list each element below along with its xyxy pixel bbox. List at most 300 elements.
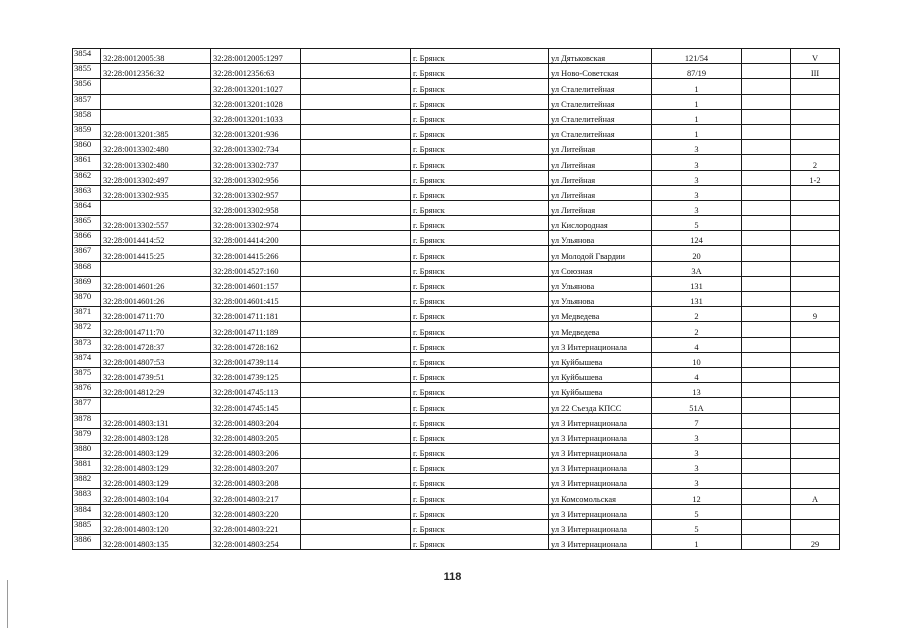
- object-cadastral-cell: 32:28:0014803:254: [211, 535, 301, 550]
- extra-designation-cell: 9: [791, 307, 840, 322]
- house-number-cell: 3: [652, 459, 742, 474]
- land-parcel-cadastral-cell: 32:28:0014803:129: [101, 443, 211, 458]
- street-cell: ул Медведева: [549, 307, 652, 322]
- land-parcel-cadastral-cell: 32:28:0012005:38: [101, 49, 211, 64]
- city-cell: г. Брянск: [411, 79, 549, 94]
- house-number-cell: 12: [652, 489, 742, 504]
- city-cell: г. Брянск: [411, 185, 549, 200]
- row-number-cell: 3886: [73, 535, 101, 550]
- land-parcel-cadastral-cell: 32:28:0014803:104: [101, 489, 211, 504]
- extra-designation-cell: [791, 383, 840, 398]
- object-cadastral-cell: 32:28:0013201:936: [211, 124, 301, 139]
- city-cell: г. Брянск: [411, 504, 549, 519]
- city-cell: г. Брянск: [411, 64, 549, 79]
- registry-body: [73, 49, 840, 550]
- table-row: [73, 474, 840, 489]
- blank-cell: [742, 216, 791, 231]
- extra-designation-cell: [791, 216, 840, 231]
- street-cell: ул Ульянова: [549, 276, 652, 291]
- city-cell: г. Брянск: [411, 140, 549, 155]
- house-number-cell: 1: [652, 124, 742, 139]
- row-number-cell: 3859: [73, 124, 101, 139]
- house-number-cell: 3: [652, 443, 742, 458]
- row-number-cell: 3877: [73, 398, 101, 413]
- blank-cell: [301, 383, 411, 398]
- table-row: [73, 124, 840, 139]
- row-number-cell: 3868: [73, 261, 101, 276]
- city-cell: г. Брянск: [411, 261, 549, 276]
- extra-designation-cell: 29: [791, 535, 840, 550]
- object-cadastral-cell: 32:28:0013201:1033: [211, 109, 301, 124]
- table-row: [73, 459, 840, 474]
- blank-cell: [301, 200, 411, 215]
- table-row: [73, 94, 840, 109]
- blank-cell: [301, 519, 411, 534]
- extra-designation-cell: [791, 292, 840, 307]
- extra-designation-cell: [791, 79, 840, 94]
- blank-cell: [301, 261, 411, 276]
- table-row: [73, 64, 840, 79]
- row-number-cell: 3860: [73, 140, 101, 155]
- city-cell: г. Брянск: [411, 216, 549, 231]
- blank-cell: [742, 140, 791, 155]
- city-cell: г. Брянск: [411, 383, 549, 398]
- land-parcel-cadastral-cell: 32:28:0014803:135: [101, 535, 211, 550]
- table-row: [73, 140, 840, 155]
- house-number-cell: 131: [652, 292, 742, 307]
- city-cell: г. Брянск: [411, 307, 549, 322]
- extra-designation-cell: [791, 261, 840, 276]
- extra-designation-cell: [791, 367, 840, 382]
- extra-designation-cell: 1-2: [791, 170, 840, 185]
- blank-cell: [742, 322, 791, 337]
- object-cadastral-cell: 32:28:0014739:125: [211, 367, 301, 382]
- table-row: [73, 398, 840, 413]
- land-parcel-cadastral-cell: 32:28:0014601:26: [101, 276, 211, 291]
- city-cell: г. Брянск: [411, 413, 549, 428]
- land-parcel-cadastral-cell: 32:28:0014807:53: [101, 352, 211, 367]
- blank-cell: [742, 443, 791, 458]
- table-row: [73, 413, 840, 428]
- table-row: [73, 352, 840, 367]
- object-cadastral-cell: 32:28:0014739:114: [211, 352, 301, 367]
- house-number-cell: 3: [652, 200, 742, 215]
- blank-cell: [301, 185, 411, 200]
- row-number-cell: 3865: [73, 216, 101, 231]
- object-cadastral-cell: 32:28:0012005:1297: [211, 49, 301, 64]
- city-cell: г. Брянск: [411, 231, 549, 246]
- blank-cell: [742, 519, 791, 534]
- object-cadastral-cell: 32:28:0014803:206: [211, 443, 301, 458]
- table-row: [73, 200, 840, 215]
- object-cadastral-cell: 32:28:0014745:145: [211, 398, 301, 413]
- object-cadastral-cell: 32:28:0014601:157: [211, 276, 301, 291]
- table-row: [73, 170, 840, 185]
- blank-cell: [742, 79, 791, 94]
- extra-designation-cell: [791, 337, 840, 352]
- house-number-cell: 131: [652, 276, 742, 291]
- extra-designation-cell: [791, 140, 840, 155]
- city-cell: г. Брянск: [411, 276, 549, 291]
- house-number-cell: 5: [652, 504, 742, 519]
- house-number-cell: 3: [652, 474, 742, 489]
- land-parcel-cadastral-cell: [101, 109, 211, 124]
- street-cell: ул Литейная: [549, 185, 652, 200]
- land-parcel-cadastral-cell: 32:28:0014728:37: [101, 337, 211, 352]
- street-cell: ул Литейная: [549, 200, 652, 215]
- blank-cell: [301, 292, 411, 307]
- table-row: [73, 322, 840, 337]
- row-number-cell: 3856: [73, 79, 101, 94]
- row-number-cell: 3864: [73, 200, 101, 215]
- object-cadastral-cell: 32:28:0013302:956: [211, 170, 301, 185]
- extra-designation-cell: А: [791, 489, 840, 504]
- table-row: [73, 79, 840, 94]
- table-row: [73, 519, 840, 534]
- blank-cell: [742, 367, 791, 382]
- table-row: [73, 155, 840, 170]
- blank-cell: [742, 185, 791, 200]
- object-cadastral-cell: 32:28:0014745:113: [211, 383, 301, 398]
- land-parcel-cadastral-cell: [101, 94, 211, 109]
- row-number-cell: 3869: [73, 276, 101, 291]
- land-parcel-cadastral-cell: 32:28:0013302:480: [101, 155, 211, 170]
- house-number-cell: 13: [652, 383, 742, 398]
- blank-cell: [742, 504, 791, 519]
- street-cell: ул Куйбышева: [549, 383, 652, 398]
- land-parcel-cadastral-cell: 32:28:0014803:131: [101, 413, 211, 428]
- table-row: [73, 109, 840, 124]
- table-row: [73, 185, 840, 200]
- blank-cell: [742, 261, 791, 276]
- house-number-cell: 3: [652, 428, 742, 443]
- object-cadastral-cell: 32:28:0013201:1028: [211, 94, 301, 109]
- blank-cell: [742, 231, 791, 246]
- house-number-cell: 87/19: [652, 64, 742, 79]
- land-parcel-cadastral-cell: 32:28:0014711:70: [101, 307, 211, 322]
- land-parcel-cadastral-cell: 32:28:0013302:480: [101, 140, 211, 155]
- city-cell: г. Брянск: [411, 94, 549, 109]
- object-cadastral-cell: 32:28:0014414:200: [211, 231, 301, 246]
- city-cell: г. Брянск: [411, 337, 549, 352]
- street-cell: ул Литейная: [549, 170, 652, 185]
- page-edge-line: [7, 580, 8, 628]
- blank-cell: [742, 276, 791, 291]
- street-cell: ул 3 Интернационала: [549, 535, 652, 550]
- blank-cell: [301, 140, 411, 155]
- land-parcel-cadastral-cell: [101, 200, 211, 215]
- blank-cell: [301, 79, 411, 94]
- blank-cell: [301, 489, 411, 504]
- street-cell: ул 3 Интернационала: [549, 443, 652, 458]
- house-number-cell: 5: [652, 216, 742, 231]
- row-number-cell: 3866: [73, 231, 101, 246]
- blank-cell: [742, 200, 791, 215]
- city-cell: г. Брянск: [411, 367, 549, 382]
- street-cell: ул 3 Интернационала: [549, 428, 652, 443]
- blank-cell: [301, 398, 411, 413]
- row-number-cell: 3854: [73, 49, 101, 64]
- blank-cell: [301, 124, 411, 139]
- row-number-cell: 3858: [73, 109, 101, 124]
- row-number-cell: 3871: [73, 307, 101, 322]
- street-cell: ул Куйбышева: [549, 367, 652, 382]
- blank-cell: [301, 535, 411, 550]
- blank-cell: [742, 535, 791, 550]
- extra-designation-cell: [791, 246, 840, 261]
- extra-designation-cell: [791, 519, 840, 534]
- street-cell: ул 3 Интернационала: [549, 474, 652, 489]
- object-cadastral-cell: 32:28:0013302:957: [211, 185, 301, 200]
- row-number-cell: 3880: [73, 443, 101, 458]
- table-row: [73, 276, 840, 291]
- blank-cell: [301, 109, 411, 124]
- house-number-cell: 5: [652, 519, 742, 534]
- street-cell: ул Медведева: [549, 322, 652, 337]
- street-cell: ул Сталелитейная: [549, 79, 652, 94]
- street-cell: ул 3 Интернационала: [549, 459, 652, 474]
- house-number-cell: 4: [652, 367, 742, 382]
- row-number-cell: 3861: [73, 155, 101, 170]
- house-number-cell: 3: [652, 155, 742, 170]
- land-parcel-cadastral-cell: 32:28:0013302:557: [101, 216, 211, 231]
- extra-designation-cell: III: [791, 64, 840, 79]
- street-cell: ул Ульянова: [549, 231, 652, 246]
- street-cell: ул Куйбышева: [549, 352, 652, 367]
- extra-designation-cell: [791, 398, 840, 413]
- house-number-cell: 1: [652, 535, 742, 550]
- table-row: [73, 307, 840, 322]
- street-cell: ул Литейная: [549, 155, 652, 170]
- blank-cell: [301, 337, 411, 352]
- land-parcel-cadastral-cell: 32:28:0013302:935: [101, 185, 211, 200]
- city-cell: г. Брянск: [411, 489, 549, 504]
- object-cadastral-cell: 32:28:0014803:221: [211, 519, 301, 534]
- extra-designation-cell: [791, 322, 840, 337]
- row-number-cell: 3867: [73, 246, 101, 261]
- house-number-cell: 2: [652, 322, 742, 337]
- street-cell: ул 3 Интернационала: [549, 504, 652, 519]
- object-cadastral-cell: 32:28:0014803:207: [211, 459, 301, 474]
- land-parcel-cadastral-cell: 32:28:0014803:129: [101, 459, 211, 474]
- house-number-cell: 3А: [652, 261, 742, 276]
- extra-designation-cell: [791, 413, 840, 428]
- house-number-cell: 10: [652, 352, 742, 367]
- row-number-cell: 3875: [73, 367, 101, 382]
- table-row: [73, 443, 840, 458]
- city-cell: г. Брянск: [411, 170, 549, 185]
- city-cell: г. Брянск: [411, 49, 549, 64]
- blank-cell: [742, 383, 791, 398]
- blank-cell: [742, 489, 791, 504]
- blank-cell: [301, 352, 411, 367]
- table-row: [73, 231, 840, 246]
- blank-cell: [742, 170, 791, 185]
- land-parcel-cadastral-cell: 32:28:0014415:25: [101, 246, 211, 261]
- land-parcel-cadastral-cell: 32:28:0014803:128: [101, 428, 211, 443]
- blank-cell: [742, 292, 791, 307]
- row-number-cell: 3884: [73, 504, 101, 519]
- city-cell: г. Брянск: [411, 352, 549, 367]
- street-cell: ул Кислородная: [549, 216, 652, 231]
- street-cell: ул Сталелитейная: [549, 94, 652, 109]
- blank-cell: [742, 398, 791, 413]
- object-cadastral-cell: 32:28:0014601:415: [211, 292, 301, 307]
- table-row: [73, 535, 840, 550]
- blank-cell: [301, 170, 411, 185]
- object-cadastral-cell: 32:28:0014527:160: [211, 261, 301, 276]
- blank-cell: [301, 322, 411, 337]
- blank-cell: [742, 64, 791, 79]
- row-number-cell: 3862: [73, 170, 101, 185]
- land-parcel-cadastral-cell: 32:28:0014414:52: [101, 231, 211, 246]
- blank-cell: [301, 276, 411, 291]
- table-row: [73, 49, 840, 64]
- extra-designation-cell: V: [791, 49, 840, 64]
- city-cell: г. Брянск: [411, 519, 549, 534]
- land-parcel-cadastral-cell: 32:28:0014803:129: [101, 474, 211, 489]
- row-number-cell: 3872: [73, 322, 101, 337]
- street-cell: ул 3 Интернационала: [549, 519, 652, 534]
- object-cadastral-cell: 32:28:0014803:204: [211, 413, 301, 428]
- extra-designation-cell: 2: [791, 155, 840, 170]
- city-cell: г. Брянск: [411, 200, 549, 215]
- table-row: [73, 489, 840, 504]
- extra-designation-cell: [791, 428, 840, 443]
- blank-cell: [742, 307, 791, 322]
- city-cell: г. Брянск: [411, 322, 549, 337]
- row-number-cell: 3874: [73, 352, 101, 367]
- land-parcel-cadastral-cell: 32:28:0013302:497: [101, 170, 211, 185]
- house-number-cell: 4: [652, 337, 742, 352]
- house-number-cell: 121/54: [652, 49, 742, 64]
- house-number-cell: 3: [652, 185, 742, 200]
- blank-cell: [301, 64, 411, 79]
- row-number-cell: 3881: [73, 459, 101, 474]
- extra-designation-cell: [791, 185, 840, 200]
- land-parcel-cadastral-cell: 32:28:0014803:120: [101, 504, 211, 519]
- object-cadastral-cell: 32:28:0014803:217: [211, 489, 301, 504]
- object-cadastral-cell: 32:28:0014803:208: [211, 474, 301, 489]
- city-cell: г. Брянск: [411, 246, 549, 261]
- object-cadastral-cell: 32:28:0014803:220: [211, 504, 301, 519]
- extra-designation-cell: [791, 504, 840, 519]
- row-number-cell: 3855: [73, 64, 101, 79]
- house-number-cell: 1: [652, 109, 742, 124]
- blank-cell: [742, 124, 791, 139]
- land-parcel-cadastral-cell: 32:28:0014711:70: [101, 322, 211, 337]
- city-cell: г. Брянск: [411, 124, 549, 139]
- city-cell: г. Брянск: [411, 398, 549, 413]
- blank-cell: [301, 474, 411, 489]
- table-row: [73, 504, 840, 519]
- extra-designation-cell: [791, 94, 840, 109]
- blank-cell: [301, 459, 411, 474]
- house-number-cell: 1: [652, 79, 742, 94]
- blank-cell: [301, 155, 411, 170]
- blank-cell: [742, 109, 791, 124]
- city-cell: г. Брянск: [411, 535, 549, 550]
- row-number-cell: 3882: [73, 474, 101, 489]
- street-cell: ул Сталелитейная: [549, 124, 652, 139]
- extra-designation-cell: [791, 474, 840, 489]
- land-parcel-cadastral-cell: 32:28:0014803:120: [101, 519, 211, 534]
- object-cadastral-cell: 32:28:0013302:737: [211, 155, 301, 170]
- blank-cell: [301, 428, 411, 443]
- extra-designation-cell: [791, 352, 840, 367]
- row-number-cell: 3878: [73, 413, 101, 428]
- street-cell: ул Ульянова: [549, 292, 652, 307]
- city-cell: г. Брянск: [411, 474, 549, 489]
- street-cell: ул Ново-Советская: [549, 64, 652, 79]
- blank-cell: [742, 413, 791, 428]
- extra-designation-cell: [791, 276, 840, 291]
- extra-designation-cell: [791, 200, 840, 215]
- city-cell: г. Брянск: [411, 292, 549, 307]
- object-cadastral-cell: 32:28:0014415:266: [211, 246, 301, 261]
- city-cell: г. Брянск: [411, 459, 549, 474]
- extra-designation-cell: [791, 109, 840, 124]
- blank-cell: [742, 352, 791, 367]
- blank-cell: [301, 413, 411, 428]
- house-number-cell: 7: [652, 413, 742, 428]
- blank-cell: [301, 49, 411, 64]
- page-number: 118: [443, 571, 462, 583]
- blank-cell: [301, 94, 411, 109]
- extra-designation-cell: [791, 124, 840, 139]
- land-parcel-cadastral-cell: [101, 261, 211, 276]
- blank-cell: [301, 504, 411, 519]
- object-cadastral-cell: 32:28:0014728:162: [211, 337, 301, 352]
- land-parcel-cadastral-cell: [101, 398, 211, 413]
- table-row: [73, 261, 840, 276]
- row-number-cell: 3873: [73, 337, 101, 352]
- land-parcel-cadastral-cell: [101, 79, 211, 94]
- extra-designation-cell: [791, 443, 840, 458]
- object-cadastral-cell: 32:28:0014711:181: [211, 307, 301, 322]
- blank-cell: [742, 337, 791, 352]
- table-row: [73, 292, 840, 307]
- street-cell: ул 3 Интернационала: [549, 337, 652, 352]
- object-cadastral-cell: 32:28:0013302:958: [211, 200, 301, 215]
- street-cell: ул Дятьковская: [549, 49, 652, 64]
- street-cell: ул Союзная: [549, 261, 652, 276]
- row-number-cell: 3883: [73, 489, 101, 504]
- land-parcel-cadastral-cell: 32:28:0012356:32: [101, 64, 211, 79]
- row-number-cell: 3885: [73, 519, 101, 534]
- object-cadastral-cell: 32:28:0013201:1027: [211, 79, 301, 94]
- blank-cell: [742, 459, 791, 474]
- street-cell: ул Сталелитейная: [549, 109, 652, 124]
- blank-cell: [742, 246, 791, 261]
- object-cadastral-cell: 32:28:0014711:189: [211, 322, 301, 337]
- object-cadastral-cell: 32:28:0013302:974: [211, 216, 301, 231]
- table-row: [73, 367, 840, 382]
- house-number-cell: 124: [652, 231, 742, 246]
- city-cell: г. Брянск: [411, 443, 549, 458]
- blank-cell: [301, 231, 411, 246]
- blank-cell: [742, 155, 791, 170]
- extra-designation-cell: [791, 459, 840, 474]
- land-parcel-cadastral-cell: 32:28:0014601:26: [101, 292, 211, 307]
- street-cell: ул Литейная: [549, 140, 652, 155]
- house-number-cell: 3: [652, 140, 742, 155]
- table-row: [73, 216, 840, 231]
- object-cadastral-cell: 32:28:0013302:734: [211, 140, 301, 155]
- table-row: [73, 337, 840, 352]
- table-row: [73, 428, 840, 443]
- row-number-cell: 3863: [73, 185, 101, 200]
